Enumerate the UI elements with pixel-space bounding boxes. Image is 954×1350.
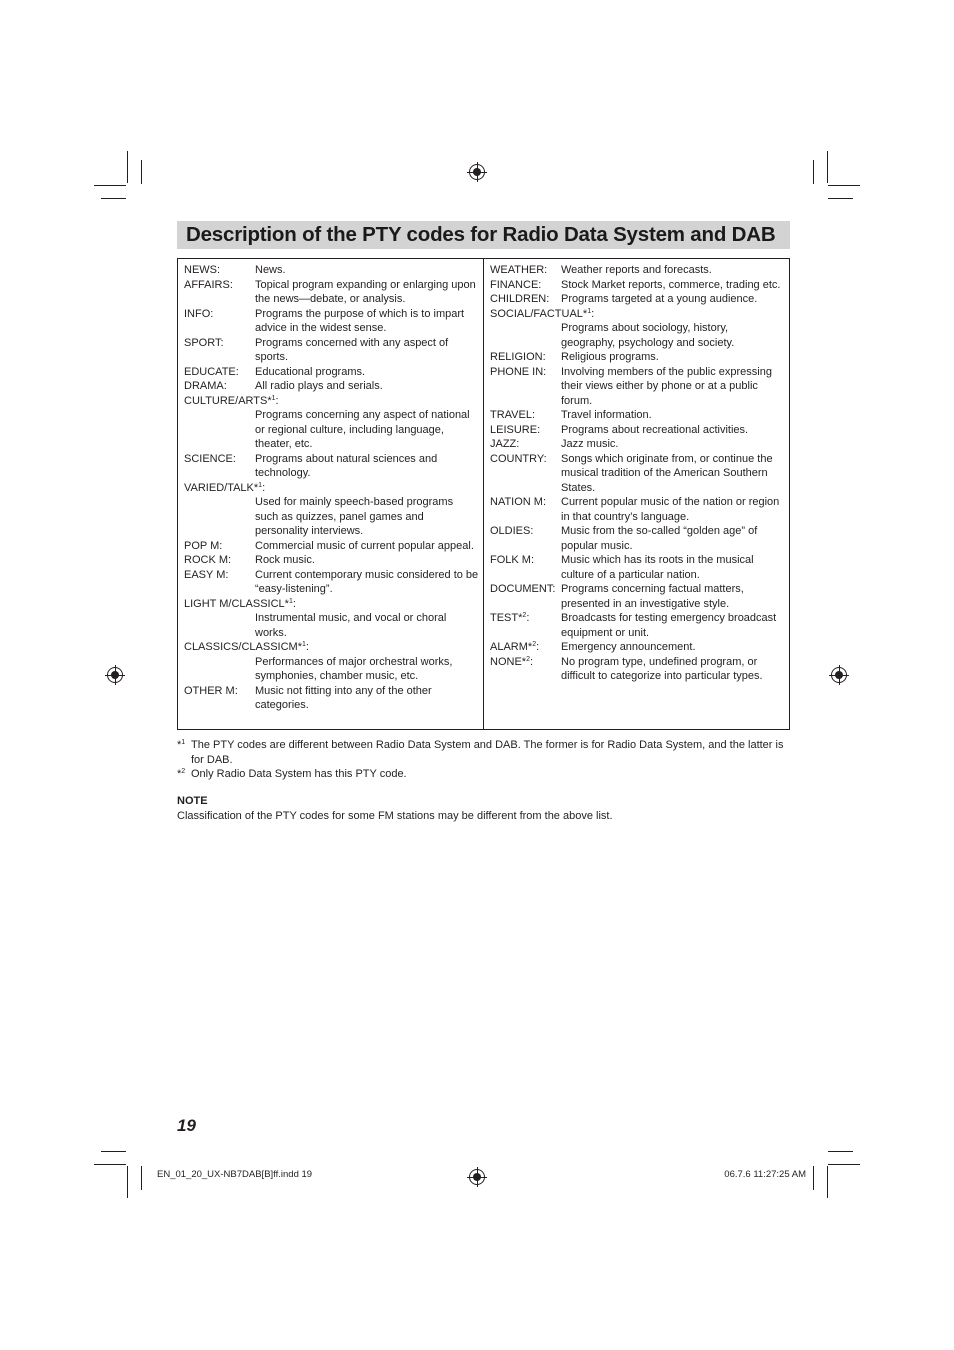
pty-entry	[184, 278, 483, 307]
pty-description: News.	[255, 264, 286, 276]
pty-entry	[490, 452, 789, 496]
pty-entry	[184, 307, 483, 336]
pty-entry	[490, 408, 789, 423]
pty-entry	[490, 611, 789, 640]
pty-code: VARIED/TALK*$^1$:	[184, 481, 266, 494]
pty-description: No program type, undefined program, or difficult to categorize into particular types.	[561, 655, 763, 682]
pty-code: EDUCATE:	[184, 365, 239, 378]
pty-entry	[490, 423, 789, 438]
section-title-bar	[177, 221, 790, 249]
pty-entry	[184, 640, 483, 655]
pty-description: Emergency announcement.	[561, 641, 696, 653]
pty-entry	[184, 394, 483, 409]
pty-code: OTHER M:	[184, 684, 238, 697]
pty-description: Commercial music of current popular appeal.	[255, 539, 474, 552]
pty-description: Programs concerning factual matters, presented in an investigative style.	[561, 583, 744, 610]
pty-entry	[184, 553, 483, 568]
pty-code: JAZZ:	[490, 438, 520, 450]
pty-entry	[490, 278, 789, 293]
pty-entry	[490, 524, 789, 553]
pty-description: Programs about natural sciences and technology.	[255, 452, 438, 479]
pty-entry	[184, 597, 483, 612]
table-column-right	[484, 259, 789, 729]
pty-description: Songs which originate from, or continue the musical tradition of the American Southern States.	[561, 452, 773, 494]
pty-code: EASY M:	[184, 568, 229, 581]
pty-entry	[490, 263, 789, 278]
pty-description: All radio plays and serials.	[255, 380, 383, 392]
page-title: Description of the PTY codes for Radio Data System and DAB	[186, 223, 776, 246]
crop-mark	[828, 198, 853, 199]
pty-description: Involving members of the public expressing their views either by phone or at a public forum.	[561, 365, 772, 407]
pty-entry	[184, 481, 483, 496]
pty-entry	[184, 539, 483, 554]
pty-code: LIGHT M/CLASSICL*$^1$:	[184, 597, 296, 610]
pty-entry	[490, 437, 789, 452]
pty-code: DOCUMENT:	[490, 583, 556, 595]
pty-code: RELIGION:	[490, 351, 546, 363]
pty-entry	[184, 568, 483, 597]
pty-code: LEISURE:	[490, 423, 541, 436]
crop-mark	[828, 1164, 860, 1165]
pty-code: SCIENCE:	[184, 452, 236, 465]
pty-entry	[490, 640, 789, 655]
note-text: Classification of the PTY codes for some FM stations may be different from the above list.	[177, 810, 613, 822]
pty-code: AFFAIRS:	[184, 278, 233, 291]
footnote	[177, 738, 790, 767]
pty-entry	[184, 336, 483, 365]
pty-description: Music from the so-called “golden age” of popular music.	[561, 525, 758, 552]
pty-code: TRAVEL:	[490, 409, 536, 421]
crop-mark	[94, 1164, 126, 1165]
slug-filename: EN_01_20_UX-NB7DAB[B]ff.indd 19	[157, 1169, 313, 1180]
footnote-mark: *$^1$	[177, 739, 186, 751]
pty-entry	[490, 655, 789, 684]
pty-description: Travel information.	[561, 409, 652, 421]
pty-entry	[490, 582, 789, 611]
pty-code: FOLK M:	[490, 554, 535, 566]
crop-mark	[127, 151, 128, 183]
footnote	[177, 767, 790, 782]
footnote-text: Only Radio Data System has this PTY code.	[191, 768, 407, 780]
pty-code: FINANCE:	[490, 278, 542, 291]
pty-code: PHONE IN:	[490, 365, 547, 378]
table-column-left	[178, 259, 484, 729]
pty-code: SPORT:	[184, 336, 224, 349]
pty-code: POP M:	[184, 539, 223, 552]
pty-description: Used for mainly speech-based programs such as quizzes, panel games and personality interviews.	[255, 496, 454, 537]
registration-mark-icon	[469, 1169, 485, 1185]
crop-mark	[141, 160, 142, 184]
pty-code: DRAMA:	[184, 380, 227, 392]
crop-mark	[813, 160, 814, 184]
crop-mark	[101, 198, 126, 199]
page-number: 19	[177, 1116, 196, 1135]
pty-entry	[184, 452, 483, 481]
pty-entry	[184, 684, 483, 713]
footnote-text: The PTY codes are different between Radio Data System and DAB. The former is for Radio Data System, and the latter is for DAB.	[191, 739, 784, 766]
crop-mark	[101, 1151, 126, 1152]
pty-description: Broadcasts for testing emergency broadcast equipment or unit.	[561, 612, 777, 639]
slug-timestamp: 06.7.6 11:27:25 AM	[724, 1169, 806, 1180]
pty-entry-detail	[184, 611, 483, 640]
pty-code: NEWS:	[184, 264, 221, 276]
pty-entry	[490, 495, 789, 524]
pty-description: Topical program expanding or enlarging upon the news—debate, or analysis.	[255, 278, 476, 305]
pty-entry	[490, 292, 789, 307]
registration-mark-icon	[107, 667, 123, 683]
pty-code: WEATHER:	[490, 264, 548, 276]
pty-description: Programs targeted at a young audience.	[561, 293, 758, 305]
registration-mark-icon	[831, 667, 847, 683]
pty-description: Stock Market reports, commerce, trading etc.	[561, 278, 781, 291]
crop-mark	[828, 185, 860, 186]
pty-code: CLASSICS/CLASSICM*$^1$:	[184, 641, 309, 653]
pty-entry	[490, 553, 789, 582]
pty-entry	[490, 350, 789, 365]
pty-description: Programs concerned with any aspect of sports.	[255, 336, 449, 363]
note-heading: NOTE	[177, 795, 208, 807]
pty-code: COUNTRY:	[490, 452, 547, 465]
pty-code-table	[177, 258, 790, 730]
pty-entry-detail	[184, 655, 483, 684]
pty-description: Rock music.	[255, 554, 315, 566]
pty-description: Religious programs.	[561, 351, 659, 363]
footnote-mark: *$^2$	[177, 768, 186, 780]
pty-code: ROCK M:	[184, 554, 232, 566]
footnotes	[177, 738, 790, 782]
pty-entry-detail	[184, 495, 483, 539]
pty-description: Music not fitting into any of the other categories.	[255, 684, 432, 711]
pty-description: Programs about sociology, history, geography, psychology and society.	[561, 322, 735, 349]
pty-entry	[184, 379, 483, 394]
registration-mark-icon	[469, 164, 485, 180]
pty-entry-detail	[184, 408, 483, 452]
pty-description: Performances of major orchestral works, symphonies, chamber music, etc.	[255, 655, 453, 682]
pty-description: Current contemporary music considered to be “easy-listening”.	[255, 568, 479, 595]
pty-code: NONE*$^2$:	[490, 655, 534, 668]
pty-code: CHILDREN:	[490, 293, 550, 305]
crop-mark	[828, 1151, 853, 1152]
crop-mark	[827, 1166, 828, 1198]
pty-description: Programs about recreational activities.	[561, 423, 749, 436]
crop-mark	[94, 185, 126, 186]
pty-description: Programs the purpose of which is to impart advice in the widest sense.	[255, 307, 465, 334]
pty-entry	[184, 365, 483, 380]
pty-description: Jazz music.	[561, 438, 619, 450]
crop-mark	[141, 1166, 142, 1190]
crop-mark	[827, 151, 828, 183]
crop-mark	[813, 1166, 814, 1190]
pty-entry	[490, 365, 789, 409]
pty-description: Current popular music of the nation or region in that country’s language.	[561, 496, 780, 523]
pty-code: NATION M:	[490, 496, 547, 508]
pty-code: OLDIES:	[490, 525, 534, 537]
pty-description: Weather reports and forecasts.	[561, 264, 712, 276]
pty-code: TEST*$^2$:	[490, 612, 530, 624]
pty-description: Programs concerning any aspect of national or regional culture, including language, theater, etc.	[255, 409, 470, 450]
crop-mark	[127, 1166, 128, 1198]
pty-entry	[184, 263, 483, 278]
pty-description: Educational programs.	[255, 365, 366, 378]
pty-code: INFO:	[184, 307, 214, 320]
pty-entry	[490, 307, 789, 322]
pty-entry-detail	[490, 321, 789, 350]
pty-description: Instrumental music, and vocal or choral works.	[255, 612, 447, 639]
pty-code: CULTURE/ARTS*$^1$:	[184, 394, 279, 407]
pty-code: ALARM*$^2$:	[490, 641, 540, 653]
pty-code: SOCIAL/FACTUAL*$^1$:	[490, 307, 595, 320]
pty-description: Music which has its roots in the musical culture of a particular nation.	[561, 554, 754, 581]
